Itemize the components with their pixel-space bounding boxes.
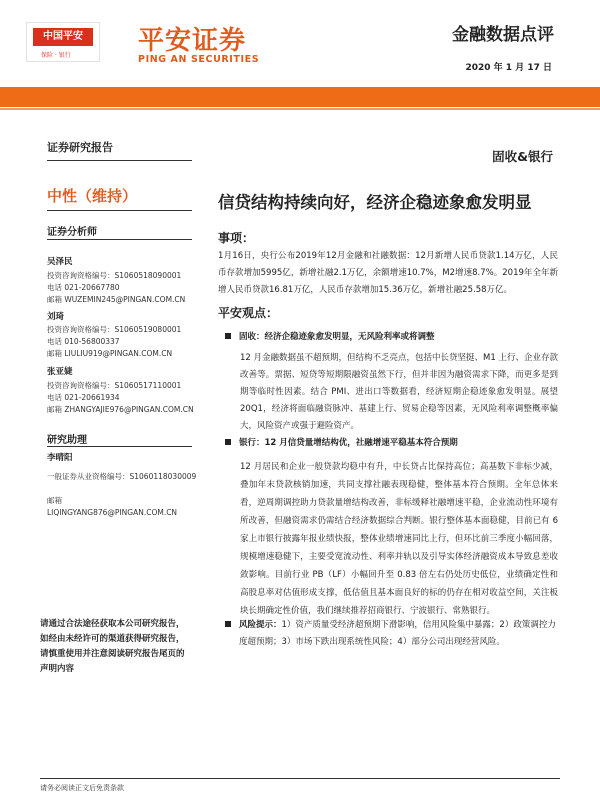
point1-title: 固收：经济企稳迹象愈发明显，无风险利率或将调整 xyxy=(225,330,435,342)
header-band xyxy=(0,87,600,107)
doc-type: 金融数据点评 xyxy=(452,25,554,45)
bullet-icon xyxy=(225,621,231,627)
analyst-name: 刘琦 xyxy=(47,312,65,322)
events-text: 1月16日，央行公布2019年12月金融和社融数据：12月新增人民币贷款1.14万亿，人民币存款增加5995亿，新增社融2.1万亿，余额增速10.7%，M2增速8.7%。2019年全年新增人民币贷款16.81万亿，人民币存款增加15.36万亿，新增社融25.58万亿。 xyxy=(218,251,558,295)
bullet-icon xyxy=(225,439,231,445)
footer-divider xyxy=(40,778,560,779)
point2-title: 银行：12 月信贷量增结构优，社融增速平稳基本符合预期 xyxy=(225,436,458,448)
rating: 中性（维持） xyxy=(47,187,138,205)
header-band-thin xyxy=(0,108,600,110)
logo-left-text: 中国平安 xyxy=(33,28,93,46)
logo-left-sub: 保险 · 银行 xyxy=(41,52,71,59)
analyst-info: 投资咨询资格编号：S1060518090001 电话 021-20667780 邮箱 WUZEMIN245@PINGAN.COM.CN xyxy=(47,271,186,304)
divider xyxy=(47,210,192,211)
brand-logo-cn: 平安证券 xyxy=(138,26,247,56)
footer-text: 请务必阅读正文后免责条款 xyxy=(40,784,124,792)
sector: 固收&银行 xyxy=(492,149,553,164)
analyst-name: 吴泽民 xyxy=(47,257,73,267)
report-title: 信贷结构持续向好，经济企稳迹象愈发明显 xyxy=(218,193,532,212)
divider xyxy=(47,446,192,447)
bullet-icon xyxy=(225,333,231,339)
disclaimer: 请通过合法途径获取本公司研究报告，如经由未经许可的渠道获得研究报告，请慎重使用并注意阅读研究报告尾页的声明内容 xyxy=(40,619,185,674)
events-heading: 事项： xyxy=(218,231,255,245)
doc-date: 2020 年 1 月 17 日 xyxy=(465,63,552,73)
analyst-info: 投资咨询资格编号：S1060517110001 电话 021-20661934 邮箱 ZHANGYAJIE976@PINGAN.COM.CN xyxy=(47,381,194,414)
brand-logo-en: PING AN SECURITIES xyxy=(138,54,260,65)
analyst-name: 张亚婕 xyxy=(47,367,73,377)
divider xyxy=(47,160,192,161)
assistant-name: 李晴阳 xyxy=(47,453,73,463)
assistant-info: 一般证券从业资格编号：S1060118030009 邮箱 LIQINGYANG876@PINGAN.COM.CN xyxy=(47,472,197,517)
views-heading: 平安观点： xyxy=(218,306,279,320)
risk-block xyxy=(225,617,558,651)
point2-text: 12 月居民和企业一般贷款均稳中有升，中长贷占比保持高位；高基数下非标少减，叠加年末贷款核销加速，共同支撑社融表现稳健，整体基本符合预期。全年总体来看，逆周期调控助力贷款量增结构改善，非标缓释社融增速平稳，企业流动性环境有所改善，但融资需求仍需结合经济数据综合判断。银行整体基本面稳健，目前已有 6 家上市银行披露年报业绩快报，整体业绩增速同比上行，但环比前三季度小幅回落，规模增速稳健下，主要受宽流动性、利率并轨以及引导实体经济融资成本导致息差收敛影响。目前行业 PB（LF）小幅回升至 0.83 倍左右仍处历史低位，业绩确定性和高股息率对估值形成支撑，低估值且基本面良好的标的仍存在相对收益空间，关注板块长期确定性价值，我们继续推荐招商银行、宁波银行、常熟银行。 xyxy=(240,462,558,616)
divider xyxy=(47,239,192,240)
point1-text: 12 月金融数据虽不超预期，但结构不乏亮点，包括中长贷坚挺、M1 上行、企业存款改善等。票据、短贷等短期限融资虽然下行，但并非因为融资需求下降，而更多是到期等临时性因素。结合 PMI、进出口等数据看，经济短期企稳迹象愈发明显。展望 20Q1，经济将面临融资脉冲、基建上行、贸易企稳等因素，无风险利率调整概率偏大，风险资产或强于避险资产。 xyxy=(240,353,558,431)
pingan-group-logo xyxy=(26,22,100,62)
report-type: 证券研究报告 xyxy=(47,141,113,154)
assistant-heading: 研究助理 xyxy=(47,435,87,446)
analysts-heading: 证券分析师 xyxy=(47,227,97,238)
analyst-info: 投资咨询资格编号：S1060519080001 电话 010-56800337 邮箱 LIULIU919@PINGAN.COM.CN xyxy=(47,325,182,358)
risk-label: 风险提示： xyxy=(239,620,282,630)
risk-text: 1）资产质量受经济超预期下滑影响，信用风险集中暴露；2）政策调控力度超预期；3）市场下跌出现系统性风险；4）部分公司出现经营风险。 xyxy=(239,620,556,647)
